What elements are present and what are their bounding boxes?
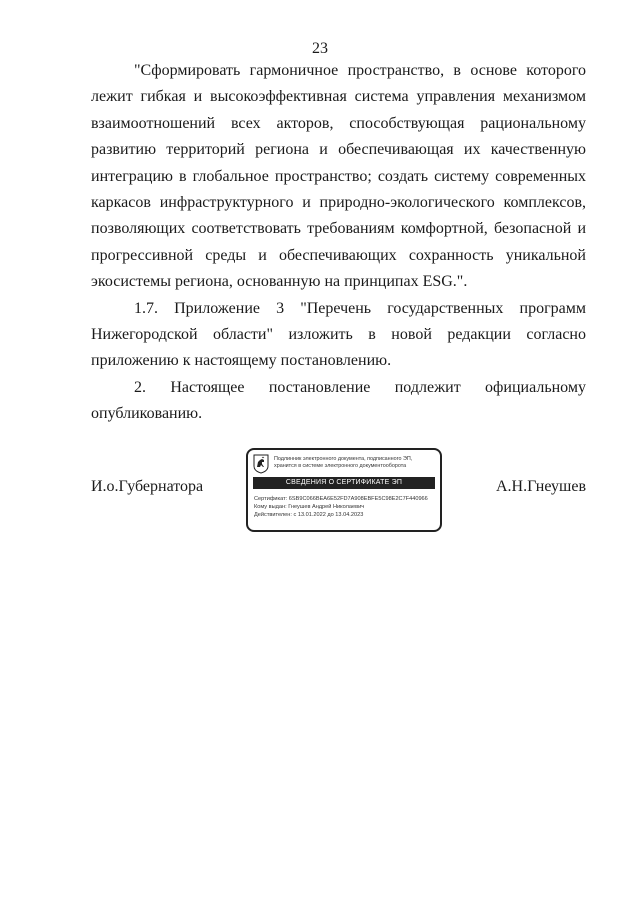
stamp-notice xyxy=(274,456,438,470)
stamp-header: СВЕДЕНИЯ О СЕРТИФИКАТЕ ЭП xyxy=(253,477,435,489)
stamp-notice-line-1: Подлинник электронного документа, подписанного ЭП, xyxy=(274,456,413,462)
stamp-notice-line-2: хранится в системе электронного документооборота xyxy=(274,463,407,469)
signatory-name: А.Н.Гнеушев xyxy=(496,478,586,495)
stamp-validity: Действителен: с 13.01.2022 до 13.04.2023 xyxy=(254,512,364,518)
document-body xyxy=(91,58,586,428)
paragraph-2: 2. Настоящее постановление подлежит официальному опубликованию. xyxy=(91,378,586,423)
regional-emblem-icon xyxy=(253,454,269,474)
page-number: 23 xyxy=(312,40,328,57)
stamp-details xyxy=(254,495,436,519)
paragraph-vision: "Сформировать гармоничное пространство, в основе которого лежит гибкая и высокоэффективная система управления механизмом взаимоотношений всех акторов, способствующая рациональному развитию территорий региона и обеспечивающая их качественную интеграцию в глобальное пространство; создать систему современных каркасов инфраструктурного и природно-экологического комплексов, позволяющих соответствовать требованиям комфортной, безопасной и прогрессивной среды и обеспечивающих сохранность уникальной экосистемы региона, основанную на принципах ESG.". xyxy=(91,62,586,291)
stamp-certificate: Сертификат: 6SB9C066BEA6E52FD7A908EBFE5C98E2C7F440966 xyxy=(254,496,428,502)
signature-block xyxy=(91,448,586,534)
stamp-issued-to: Кому выдан: Гнеушев Андрей Николаевич xyxy=(254,504,365,510)
paragraph-1-7: 1.7. Приложение 3 "Перечень государственных программ Нижегородской области" изложить в новой редакции согласно приложению к настоящему постановлению. xyxy=(91,299,586,370)
signatory-position: И.о.Губернатора xyxy=(91,478,204,495)
electronic-signature-stamp xyxy=(246,448,442,532)
